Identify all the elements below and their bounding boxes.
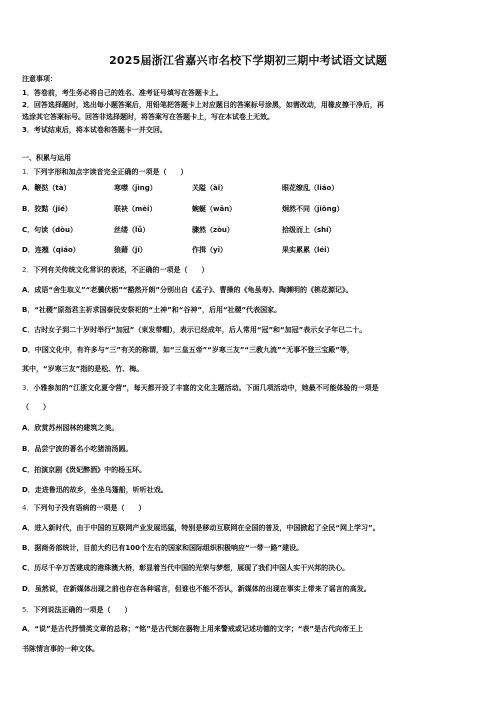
q1-option-row [22,184,478,193]
q4-option-d: D．虽然说，在新媒体出现之前也存在各种谣言，但谁也不能不否认，新媒体的出现在事实上带来了谣言的高发。 [22,585,371,593]
notice-item: 1．答卷前，考生务必将自己的姓名、准考证号填写在答题卡上。 [22,89,223,97]
notice-item: 3．考试结束后，将本试卷和答题卡一并交回。 [22,126,167,134]
q1-option-d-item: 狼藉（jí） [114,246,147,254]
question-number: 1． [22,168,34,176]
question-1-stem [22,168,478,177]
q1-option-a-item: 眼花缭乱（liáo） [282,184,339,192]
q1-option-d-item: 作揖（yī） [192,246,227,254]
notice-item: 2．回答选择题时，选出每小题答案后，用铅笔把答题卡上对应题目的答案标号涂黑，如需改动，用橡皮擦干净后，再 [22,101,384,109]
question-number: 3． [22,384,34,392]
q1-option-b-item: 联袂（mèi） [114,205,157,213]
question-text: 下列句子没有语病的一项是（ ） [33,504,146,512]
q1-option-a-item: 关隘（ài） [192,184,228,192]
q1-option-c-item: 丝缕（lǚ） [114,226,150,234]
question-3-stem-cont: （ ） [22,403,50,411]
q1-option-b-item: 炯然不同（jiǒng） [282,205,344,213]
q3-option-c: C．拍演京剧《贵妃醉酒》中的杨玉环。 [22,466,147,474]
q1-option-c-item: C．句读（dòu） [22,226,77,234]
q1-option-c-item: 骤然（zòu） [192,226,234,234]
q3-option-d: D．走进鲁迅的故乡，坐坐乌篷船，听听社戏。 [22,486,168,494]
q1-option-row [22,226,478,235]
q5-option-a: A．“说”是古代抒情类文章的总称；“铭”是古代刻在器物上用来警戒或记述功德的文字；“表”是古代向帝王上 [22,625,364,633]
q2-option-d-cont: 其中，“岁寒三友”指的是松、竹、梅。 [22,365,144,373]
q4-option-b: B．据商务部统计，目前大约已有100个左右的国家和国际组织积极响应“一带一路”建设。 [22,544,304,552]
q1-option-d-item: 果实累累（léi） [282,246,334,254]
section-heading: 一、积累与运用 [22,154,71,162]
question-2-stem [22,266,478,275]
q5-option-a-cont: 书陈情言事的一种文体。 [22,645,99,653]
question-text: 下列字形和加点字读音完全正确的一项是（ ） [33,168,188,176]
question-text: 下列说法正确的一项是（ ） [33,606,132,614]
notice-item: 选涂其它答案标号。回答非选择题时，将答案写在答题卡上，写在本试卷上无效。 [22,113,274,121]
q1-option-b-item: B．狡黠（jié） [22,205,72,213]
q3-option-a: A．欣赏苏州园林的建筑之美。 [22,424,119,432]
notice-heading: 注意事项： [22,75,57,83]
question-text: 下列有关传统文化常识的表述，不正确的一项是（ ） [33,266,209,274]
question-4-stem [22,504,478,513]
q1-option-a-item: A．鞭挞（tà） [22,184,71,192]
q1-option-row [22,205,478,214]
q1-option-c-item: 拾级而上（shí） [282,226,336,234]
question-text: 小雅参加的“江浙文化夏令营”，每天都开设了丰富的文化主题活动。下面几项活动中，她最不可能体验的一项是 [33,384,379,392]
q2-option-c: C．古时女子到二十岁时举行“加冠”（束发带帽），表示已经成年，后人常用“冠”和“加冠”表示女子年已二十。 [22,326,367,334]
question-number: 4． [22,504,34,512]
q4-option-a: A．进入新时代，由于中国的互联网产业发展迅猛，特别是移动互联网在全国的普及，中国掀起了全民“网上学习”。 [22,524,380,532]
question-5-stem [22,606,478,615]
q2-option-d: D．中国文化中，有许多与“三”有关的称谓，如“三皇五帝”“岁寒三友”“三教九流”“无事不登三宝殿”等， [22,346,354,354]
q2-option-a: A．成语“舍生取义”“老骥伏枥”“豁然开朗”分别出自《孟子》、曹操的《龟虽寿》、陶渊明的《桃花源记》。 [22,286,353,294]
q1-option-d-item: D．连翘（qiáo） [22,246,80,254]
q1-option-row [22,246,478,255]
q1-option-b-item: 蜿蜒（wān） [192,205,237,213]
q1-option-a-item: 寒噤（jìng） [114,184,157,192]
q2-option-b: B．“社稷”原指君主祈求国泰民安祭祀的“土神”和“谷神”，后用“社稷”代表国家。 [22,306,282,314]
question-number: 5． [22,606,34,614]
q3-option-b: B．品尝宁波的著名小吃猪油汤圆。 [22,445,133,453]
question-3-stem [22,384,478,393]
q4-option-c: C．历尽千辛万苦建成的港珠澳大桥，彰显着当代中国的光荣与梦想，展现了我们中国人实干兴邦的决心。 [22,564,350,572]
page-title: 2025届浙江省嘉兴市名校下学期初三期中考试语文试题 [109,54,387,67]
question-number: 2． [22,266,34,274]
